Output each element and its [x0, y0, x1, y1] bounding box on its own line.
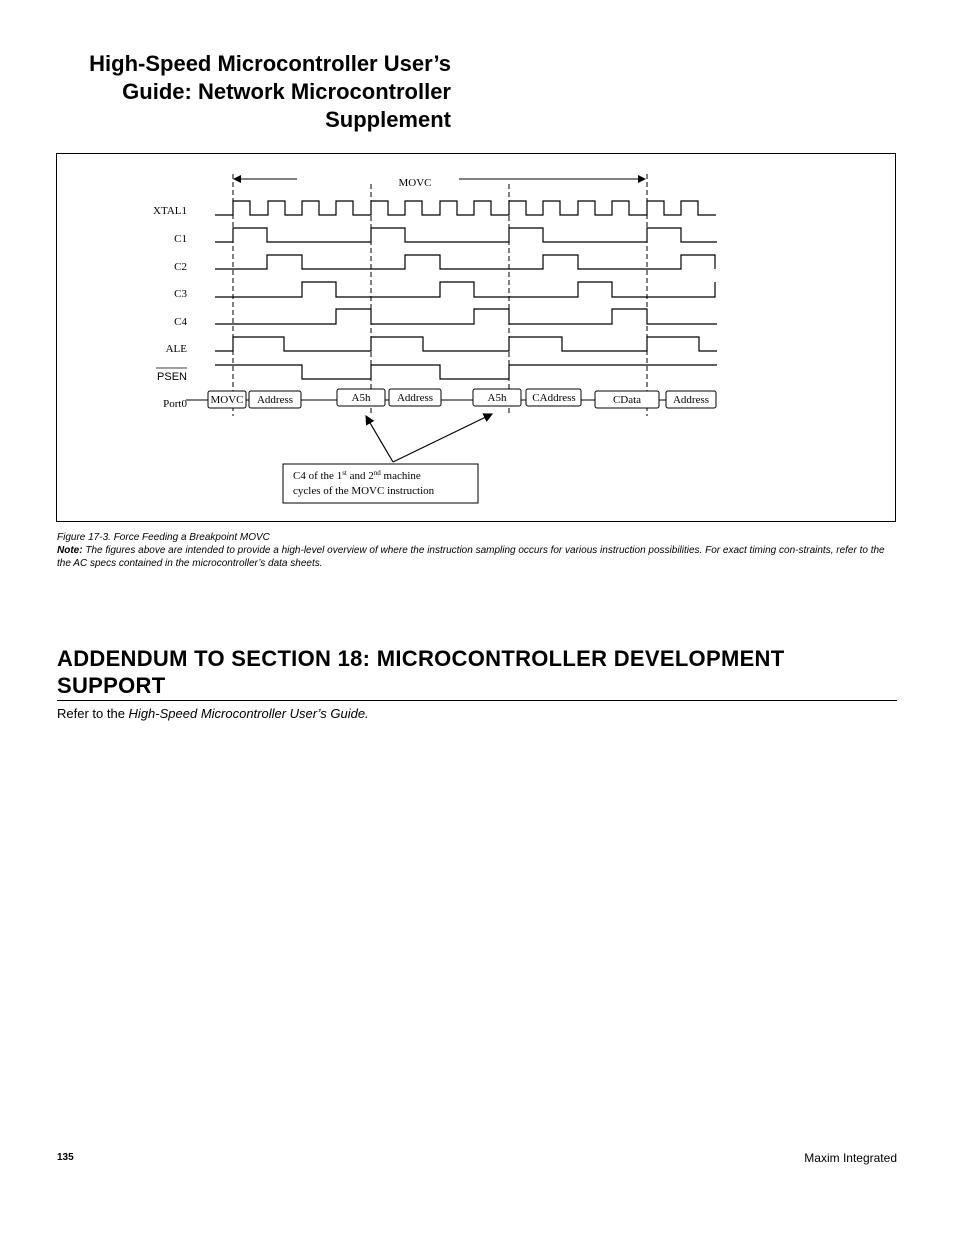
callout-arrows: [366, 414, 492, 462]
signal-label-c1: C1: [174, 233, 187, 245]
waveform-ale: [215, 337, 717, 351]
port0-field-movc: MOVC: [210, 394, 244, 406]
movc-span-label: MOVC: [398, 177, 432, 189]
callout-box: [283, 464, 478, 503]
signal-label-c2: C2: [174, 261, 187, 273]
port0-field-a5h-2: A5h: [487, 392, 507, 404]
waveform-psen: [215, 365, 717, 379]
document-title: [40, 50, 451, 134]
signal-labels: [153, 205, 187, 410]
figure-caption: Figure 17-3. Force Feeding a Breakpoint MOVC: [57, 532, 270, 543]
port0-field-cdata: CData: [612, 394, 642, 406]
title-line-2: Guide: Network Microcontroller: [122, 79, 451, 104]
title-line-1: High-Speed Microcontroller User’s: [89, 51, 451, 76]
title-line-3: Supplement: [325, 107, 451, 132]
port0-field-address-2: Address: [396, 392, 434, 404]
callout-line-2: cycles of the MOVC instruction: [293, 485, 435, 497]
body-guide-reference: High-Speed Microcontroller User’s Guide.: [128, 706, 369, 721]
port0-field-caddress: CAddress: [532, 392, 576, 404]
port0-field-address-1: Address: [256, 394, 294, 406]
note-text: The figures above are intended to provide a high-level overview of where the instruction sampling occurs for various instruction possibilities. For exact timing con-straints, refer to the the AC specs contained in the microcontroller’s data sheets.: [57, 545, 885, 569]
movc-span-arrow: [234, 177, 645, 189]
waveform-c3: [215, 282, 715, 297]
timing-diagram: [57, 154, 897, 523]
port0-field-a5h-1: A5h: [351, 392, 371, 404]
body-prefix: Refer to the: [57, 706, 129, 721]
section-body: [57, 706, 369, 722]
signal-label-c4: C4: [174, 316, 187, 328]
port0-bus: [186, 389, 716, 408]
publisher-name: Maxim Integrated: [804, 1151, 897, 1165]
signal-label-xtal1: XTAL1: [153, 205, 187, 217]
note-label: Note:: [57, 545, 83, 556]
signal-label-c3: C3: [174, 288, 187, 300]
waveforms: [215, 201, 717, 379]
page-number: 135: [57, 1152, 74, 1163]
waveform-c4: [215, 309, 717, 324]
waveform-c2: [215, 255, 715, 269]
signal-label-port0: Port0: [163, 398, 187, 410]
timing-diagram-figure: [56, 153, 896, 522]
waveform-xtal1: [215, 201, 716, 215]
section-heading: ADDENDUM TO SECTION 18: MICROCONTROLLER DEVELOPMENT SUPPORT: [57, 645, 897, 701]
port0-field-address-3: Address: [672, 394, 710, 406]
waveform-c1: [215, 228, 717, 242]
signal-label-ale: ALE: [165, 343, 187, 355]
figure-caption-block: [57, 531, 897, 570]
signal-label-psen: PSEN: [157, 371, 187, 383]
figure-note: [57, 544, 897, 570]
callout-line-1: C4 of the 1st and 2nd machine: [293, 469, 421, 482]
